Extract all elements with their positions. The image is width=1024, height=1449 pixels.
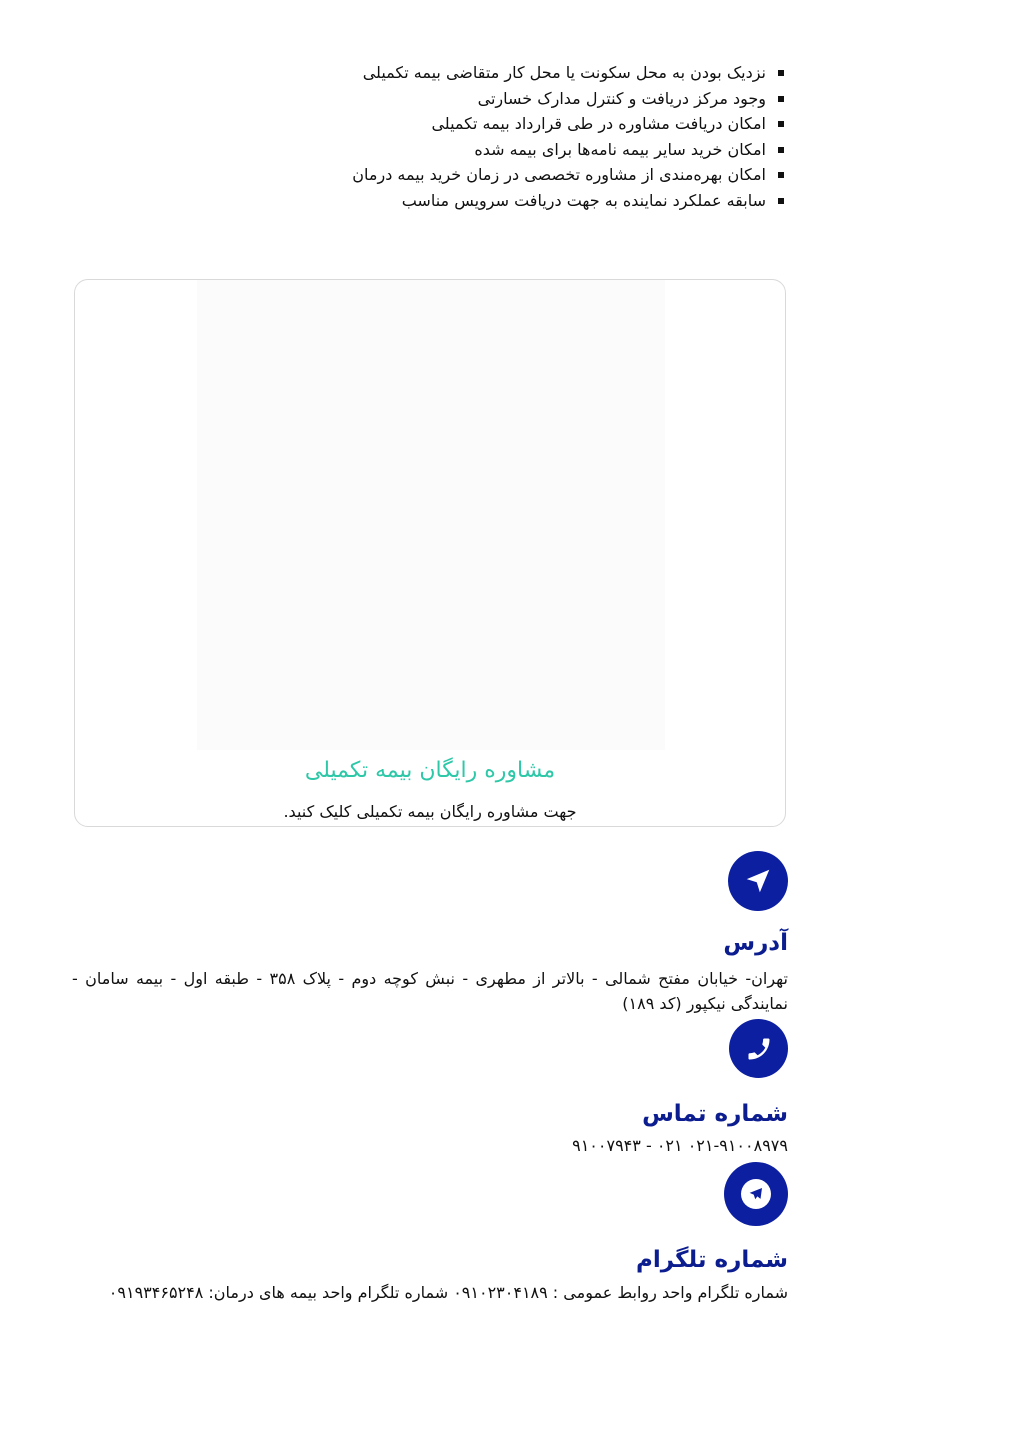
square-bullet-icon [778, 70, 784, 76]
feature-text: وجود مرکز دریافت و کنترل مدارک خسارتی [477, 88, 766, 108]
feature-text: سابقه عملکرد نماینده به جهت دریافت سرویس مناسب [401, 190, 766, 210]
list-item [230, 188, 790, 214]
feature-text: امکان بهره‌مندی از مشاوره تخصصی در زمان خرید بیمه درمان [352, 165, 766, 185]
square-bullet-icon [778, 96, 784, 102]
card-description: جهت مشاوره رایگان بیمه تکمیلی کلیک کنید. [283, 802, 577, 821]
features-list [230, 60, 790, 214]
telegram-logo-circle [741, 1179, 771, 1209]
phone-numbers[interactable]: ۰۲۱-۹۱۰۰۸۹۷۹ ۰۲۱ - ۹۱۰۰۷۹۴۳ [572, 1136, 788, 1155]
list-item [230, 137, 790, 163]
feature-text: امکان خرید سایر بیمه نامه‌ها برای بیمه شده [474, 139, 766, 159]
phone-title: شماره تماس [642, 1101, 788, 1127]
list-item [230, 86, 790, 112]
list-item [230, 111, 790, 137]
telegram-title: شماره تلگرام [636, 1247, 788, 1273]
square-bullet-icon [778, 121, 784, 127]
phone-icon[interactable] [729, 1019, 788, 1078]
navigation-arrow-icon [728, 851, 788, 911]
card-title[interactable]: مشاوره رایگان بیمه تکمیلی [304, 758, 556, 783]
list-item [230, 162, 790, 188]
feature-text: نزدیک بودن به محل سکونت یا محل کار متقاضی بیمه تکمیلی [362, 63, 766, 82]
telegram-numbers[interactable]: شماره تلگرام واحد روابط عمومی : ۰۹۱۰۲۳۰۴۱۸۹ شماره تلگرام واحد بیمه های درمان: ۰۹۱۹۳۴۶۵۲۴۸ [108, 1283, 788, 1302]
feature-text: امکان دریافت مشاوره در طی قرارداد بیمه تکمیلی [431, 114, 766, 134]
list-item [230, 60, 790, 86]
card-image-placeholder [197, 280, 665, 750]
address-title: آدرس [723, 930, 788, 956]
square-bullet-icon [778, 147, 784, 153]
address-text: تهران- خیابان مفتح شمالی - بالاتر از مطهری - نبش کوچه دوم - پلاک ۳۵۸ - طبقه اول - بیمه سامان - نمایندگی نیکپور (کد ۱۸۹) [72, 969, 788, 1013]
free-consultation-card[interactable] [74, 279, 786, 827]
telegram-icon[interactable] [724, 1162, 788, 1226]
square-bullet-icon [778, 172, 784, 178]
square-bullet-icon [778, 198, 784, 204]
